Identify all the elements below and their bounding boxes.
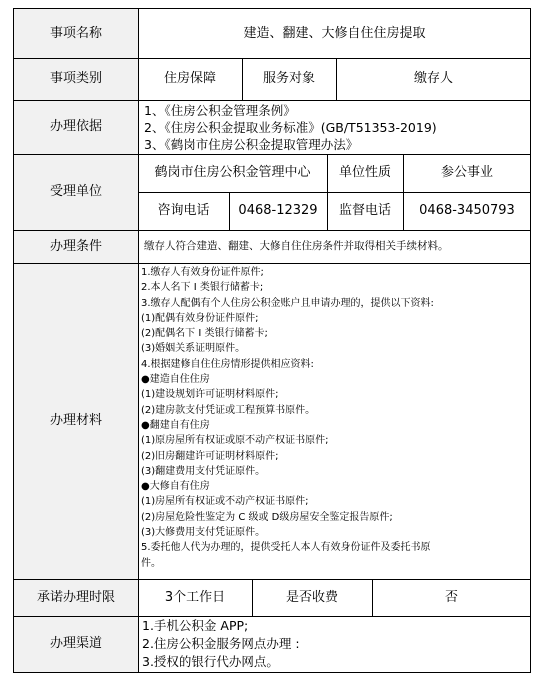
material-line: ●大修自有住房 [141, 481, 210, 493]
material-line: (1)建设规划许可证明材料原件; [141, 389, 279, 401]
material-line: 件。 [141, 557, 161, 569]
material-line: (3)翻建费用支付凭证原件。 [141, 465, 266, 477]
item-type-value: 住房保障 [163, 71, 216, 87]
material-line: ●建造自住住房 [141, 374, 210, 386]
material-line: ●翻建自有住房 [141, 419, 210, 431]
material-line: 1.缴存人有效身份证件原件; [141, 267, 264, 278]
fee-label: 是否收费 [285, 589, 338, 605]
divider [14, 263, 531, 264]
divider [252, 579, 253, 616]
fee-value: 否 [444, 589, 458, 605]
divider [14, 100, 531, 101]
unit-nature-label: 单位性质 [338, 165, 391, 181]
material-line: (1)配偶有效身份证件原件; [141, 312, 259, 324]
divider [14, 616, 531, 617]
divider [229, 192, 230, 230]
service-info-table [13, 8, 531, 673]
channel-item: 3.授权的银行代办网点。 [142, 654, 279, 669]
unit-nature-value: 参公事业 [440, 165, 493, 181]
channel-item: 2.住房公积金服务网点办理 : [142, 636, 300, 651]
unit-label: 受理单位 [14, 154, 138, 230]
materials-label: 办理材料 [14, 263, 138, 579]
service-target-value: 缴存人 [413, 71, 453, 87]
basis-list [144, 102, 529, 153]
supervise-phone-value: 0468-3450793 [419, 203, 515, 219]
basis-item: 3、《鹤岗市住房公积金提取管理办法》 [144, 137, 359, 152]
divider [242, 58, 243, 100]
channel-item: 1.手机公积金 APP; [142, 618, 249, 633]
divider [138, 192, 531, 193]
supervise-phone-label: 监督电话 [338, 203, 391, 219]
material-line: (1)房屋所有权证或不动产权证书原件; [141, 496, 309, 508]
consult-phone-label: 咨询电话 [157, 203, 210, 219]
material-line: (2)建房款支付凭证或工程预算书原件。 [141, 404, 316, 416]
time-limit-value: 3个工作日 [164, 589, 226, 605]
divider [14, 154, 531, 155]
item-name-label: 事项名称 [14, 9, 138, 58]
basis-label: 办理依据 [14, 100, 138, 154]
material-line: 5.委托他人代为办理的，提供受托人本人有效身份证件及委托书原 [141, 542, 431, 554]
divider [14, 58, 531, 59]
time-limit-label: 承诺办理时限 [14, 579, 138, 616]
conditions-label: 办理条件 [14, 230, 138, 263]
basis-item: 2、《住房公积金提取业务标准》(GB/T51353-2019) [144, 120, 437, 135]
service-target-label: 服务对象 [262, 71, 315, 87]
consult-phone-value: 0468-12329 [238, 203, 318, 219]
material-line: (2)房屋危险性鉴定为 C 级或 D级房屋安全鉴定报告原件; [141, 511, 393, 523]
material-line: (2)配偶名下 I 类银行储蓄卡; [141, 328, 268, 340]
material-line: 3.缴存人配偶有个人住房公积金账户且申请办理的，提供以下资料: [141, 297, 434, 309]
divider [336, 58, 337, 100]
materials-list [141, 265, 529, 571]
material-line: 2.本人名下 I 类银行储蓄卡; [141, 282, 264, 294]
divider [403, 154, 404, 230]
material-line: (2)旧房翻建许可证明材料原件; [141, 450, 279, 462]
divider [372, 579, 373, 616]
divider [138, 9, 139, 672]
material-line: (3)婚姻关系证明原件。 [141, 343, 246, 355]
channels-label: 办理渠道 [14, 616, 138, 672]
channels-list [142, 617, 529, 671]
unit-name: 鹤岗市住房公积金管理中心 [154, 165, 311, 181]
material-line: 4.根据建修自住住房情形提供相应资料: [141, 358, 314, 370]
basis-item: 1、《住房公积金管理条例》 [144, 103, 296, 118]
conditions-value: 缴存人符合建造、翻建、大修自住住房条件并取得相关手续材料。 [144, 240, 449, 253]
item-name-value: 建造、翻建、大修自住住房提取 [243, 25, 426, 41]
divider [14, 579, 531, 580]
divider [14, 230, 531, 231]
material-line: (1)原房屋所有权证或原不动产权证书原件; [141, 435, 329, 447]
divider [327, 154, 328, 230]
item-type-label: 事项类别 [14, 58, 138, 100]
material-line: (3)大修费用支付凭证原件。 [141, 527, 266, 539]
